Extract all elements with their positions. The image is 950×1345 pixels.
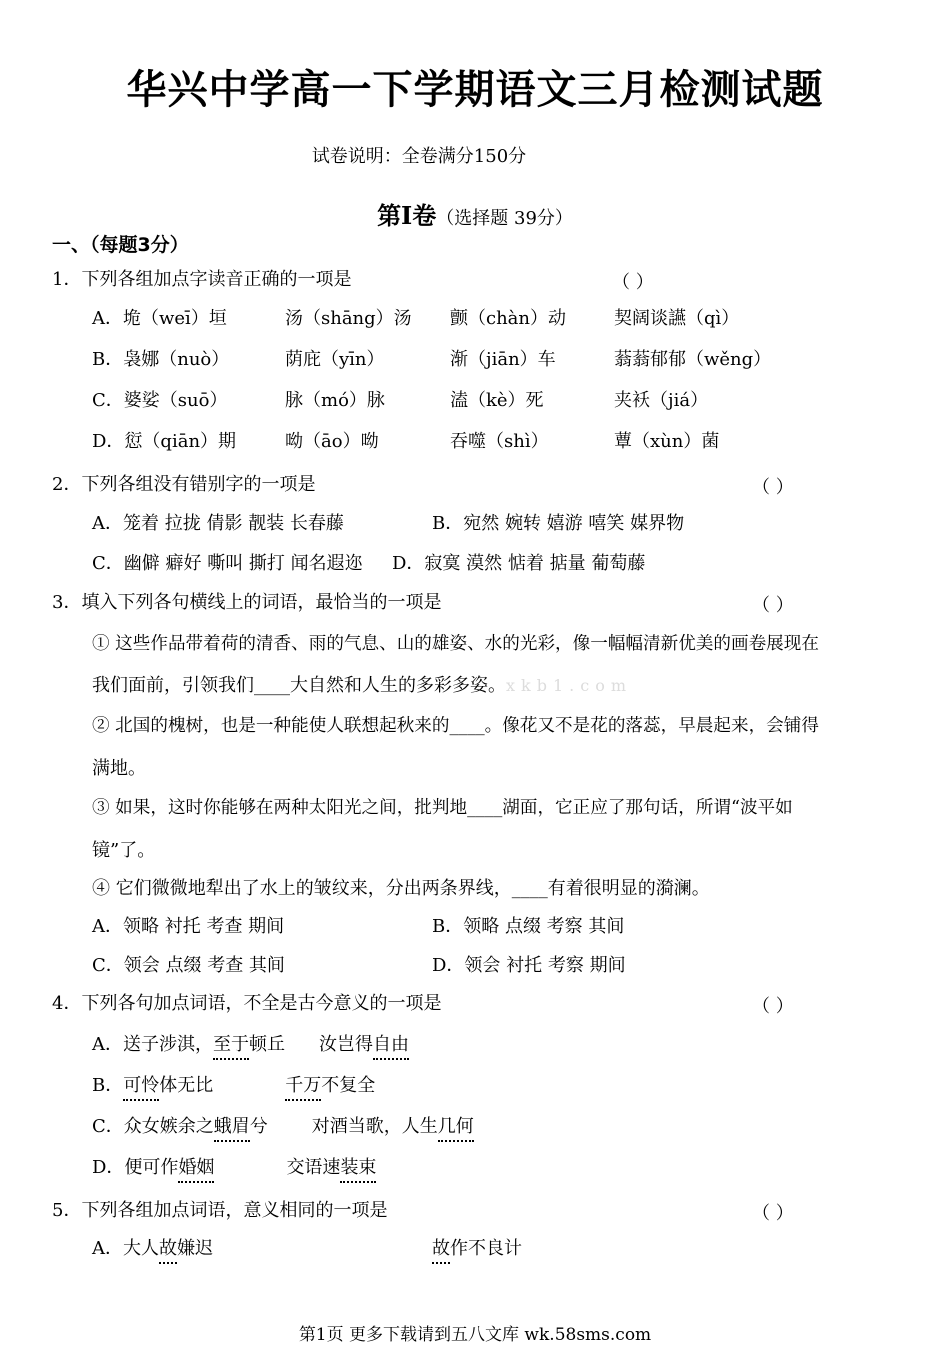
exam-title: 华兴中学高一下学期语文三月检测试题 (126, 67, 824, 113)
q4-stem: 4．下列各句加点词语，不全是古今意义的一项是 (52, 993, 442, 1014)
q4-option-b (92, 1074, 375, 1098)
section-heading: 一、（每题3分） (52, 234, 189, 256)
q4-d-dotted-2: 装束 (340, 1157, 376, 1183)
q1-answer-paren: （ ） (612, 272, 654, 293)
q5-option-a-left (92, 1237, 213, 1261)
q3-sentence-1a: ① 这些作品带着荷的清香、雨的气息、山的雄姿、水的光彩，像一幅幅清新优美的画卷展现在 (92, 634, 819, 654)
q4-d-text-1: D．便可作 (92, 1157, 179, 1178)
exam-note: 试卷说明：全卷满分150分 (311, 146, 527, 167)
q4-d-dotted-1: 婚姻 (178, 1157, 214, 1183)
volume-sub: （选择题 39分） (436, 208, 573, 229)
q3-option-d: D．领会 衬托 考察 期间 (432, 955, 626, 976)
q1-d-1: D．愆（qiān）期 (92, 431, 237, 452)
q4-option-d (92, 1156, 376, 1180)
q1-b-4: 蓊蓊郁郁（wěng） (614, 349, 772, 370)
q5-answer-paren: （ ） (752, 1203, 794, 1224)
q5-stem: 5．下列各组加点词语，意义相同的一项是 (52, 1200, 388, 1221)
q4-b-dotted-2: 千万 (285, 1075, 321, 1101)
q3-answer-paren: （ ） (752, 595, 794, 616)
q5-option-a-right (432, 1237, 522, 1261)
q4-option-a (92, 1033, 409, 1057)
q4-b-text-3: 不复全 (321, 1075, 376, 1096)
q2-option-c: C．幽僻 癖好 嘶叫 撕打 闻名遐迩 (92, 553, 363, 574)
q1-d-3: 吞噬（shì） (450, 431, 549, 452)
q3-sentence-1b (92, 674, 632, 698)
q4-option-c (92, 1115, 474, 1139)
q1-b-3: 渐（jiān）车 (450, 349, 556, 370)
q5-a-dotted-2: 故 (432, 1238, 450, 1264)
q3-stem: 3．填入下列各句横线上的词语，最恰当的一项是 (52, 592, 442, 613)
q1-b-2: 荫庇（yīn） (285, 349, 385, 370)
q2-option-d: D．寂寞 漠然 惦着 掂量 葡萄藤 (392, 553, 646, 574)
q3-sentence-2b: 满地。 (92, 758, 146, 779)
page-footer: 第1页 更多下载请到五八文库 wk.58sms.com (298, 1325, 652, 1345)
q3-sentence-4: ④ 它们微微地犁出了水上的皱纹来，分出两条界线，____有着很明显的漪澜。 (92, 878, 710, 899)
q4-d-text-2: 交语速 (286, 1157, 341, 1178)
q5-a-text-3: 作不良计 (450, 1238, 522, 1259)
volume-heading (0, 196, 950, 231)
volume-main: 第Ⅰ卷 (377, 201, 437, 230)
q3-option-c: C．领会 点缀 考查 其间 (92, 955, 285, 976)
q2-option-b: B．宛然 婉转 嬉游 嘻笑 媒界物 (432, 513, 685, 534)
q5-a-text-1: A．大人 (92, 1238, 159, 1259)
q2-stem: 2．下列各组没有错别字的一项是 (52, 474, 316, 495)
q4-answer-paren: （ ） (752, 996, 794, 1017)
q4-c-dotted-2: 几何 (438, 1116, 474, 1142)
q4-a-text-2: 顿丘 (249, 1034, 285, 1055)
q1-c-3: 溘（kè）死 (450, 390, 544, 411)
q3-sentence-3a: ③ 如果，这时你能够在两种太阳光之间，批判地____湖面，它正应了那句话，所谓“波平如 (92, 798, 793, 818)
q4-b-text-1: B． (92, 1075, 124, 1096)
q2-option-a: A．笼着 拉拢 倩影 靓装 长春藤 (92, 513, 344, 534)
q3-sentence-3b: 镜”了。 (92, 840, 156, 861)
watermark: xkb1.com (506, 676, 632, 695)
q4-a-dotted-1: 至于 (213, 1034, 249, 1060)
q4-a-dotted-2: 自由 (373, 1034, 409, 1060)
q3-option-a: A．领略 衬托 考查 期间 (92, 916, 285, 937)
q3-sentence-2a: ② 北国的槐树，也是一种能使人联想起秋来的____。像花又不是花的落蕊，早晨起来，会铺得 (92, 716, 819, 736)
q1-stem: 1．下列各组加点字读音正确的一项是 (52, 269, 352, 290)
q1-c-2: 脉（mó）脉 (285, 390, 385, 411)
q4-c-text-3: 对酒当歌，人生 (311, 1116, 438, 1137)
q2-answer-paren: （ ） (752, 477, 794, 498)
q5-a-text-2: 嫌迟 (177, 1238, 213, 1259)
q1-a-3: 颤（chàn）动 (450, 308, 566, 329)
q1-a-2: 汤（shāng）汤 (285, 308, 412, 329)
q4-b-text-2: 体无比 (159, 1075, 214, 1096)
q1-c-4: 夹袄（jiá） (614, 390, 709, 411)
q1-b-1: B．袅娜（nuò） (92, 349, 230, 370)
q4-c-text-2: 兮 (249, 1116, 268, 1137)
q4-b-dotted-1: 可怜 (123, 1075, 159, 1101)
q1-d-4: 蕈（xùn）菌 (614, 431, 720, 452)
q1-c-1: C．婆娑（suō） (92, 390, 228, 411)
q5-a-dotted-1: 故 (159, 1238, 177, 1264)
q4-a-text-1: A．送子涉淇， (92, 1034, 213, 1055)
q4-c-dotted-1: 蛾眉 (214, 1116, 250, 1142)
q1-a-1: A．垝（weī）垣 (92, 308, 227, 329)
q4-c-text-1: C．众女嫉余之 (92, 1116, 214, 1137)
q3-sentence-1b-text: 我们面前，引领我们____大自然和人生的多彩多姿。 (92, 675, 506, 696)
q4-a-text-3: 汝岂得 (319, 1034, 373, 1055)
q1-a-4: 契阔谈讌（qì） (614, 308, 740, 329)
q1-d-2: 呦（āo）呦 (285, 431, 379, 452)
q3-option-b: B．领略 点缀 考察 其间 (432, 916, 625, 937)
